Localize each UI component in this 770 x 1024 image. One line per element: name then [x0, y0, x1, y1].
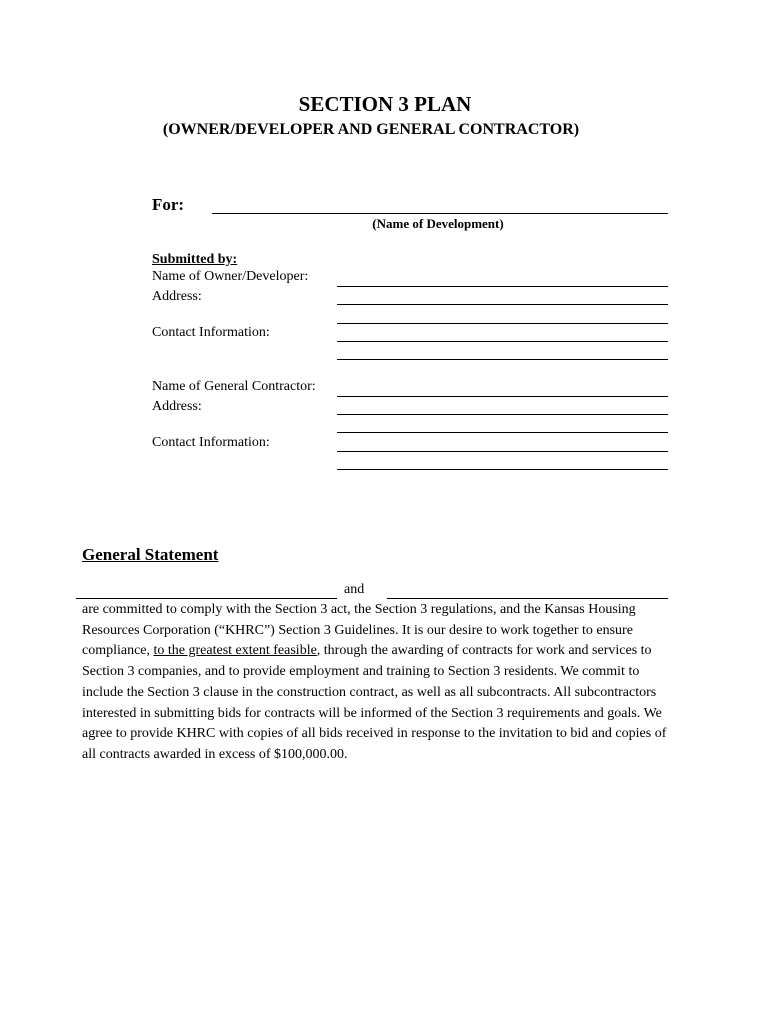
contractor-contact-field-2[interactable] [337, 469, 668, 470]
owner-address-field-1[interactable] [337, 304, 668, 305]
contractor-address-field-2[interactable] [337, 432, 668, 433]
owner-contact-label: Contact Information: [152, 325, 270, 340]
owner-name-label: Name of Owner/Developer: [152, 269, 309, 284]
statement-underlined-phrase: to the greatest extent feasible [153, 643, 317, 659]
owner-contact-field-2[interactable] [337, 359, 668, 360]
owner-contact-field-1[interactable] [337, 341, 668, 342]
contractor-address-label: Address: [152, 399, 202, 414]
contractor-name-label: Name of General Contractor: [152, 379, 316, 394]
general-statement-paragraph [82, 600, 672, 766]
owner-name-field[interactable] [337, 286, 668, 287]
for-label: For: [152, 195, 185, 214]
owner-address-label: Address: [152, 289, 202, 304]
development-name-field[interactable] [212, 213, 668, 214]
page-subtitle: (OWNER/DEVELOPER AND GENERAL CONTRACTOR) [162, 121, 580, 138]
contractor-name-blank[interactable] [387, 598, 668, 599]
statement-text-part1: are committed to comply with the Section 3 act, the Section 3 regulations, and the Kansas Housing Resources Corporation (“KHRC”) Section 3 Guidelines. It is our desire to work together to ensure compliance, [82, 602, 636, 659]
general-statement-heading: General Statement [82, 545, 219, 564]
contractor-name-field[interactable] [337, 396, 668, 397]
page-title: SECTION 3 PLAN [298, 92, 472, 116]
contractor-contact-label: Contact Information: [152, 435, 270, 450]
statement-text-part2: , through the awarding of contracts for work and services to Section 3 companies, and to provide employment and training to Section 3 residents. We commit to include the Section 3 clause in the construction contract, as well as all subcontracts. All subcontractors interested in submitting bids for contracts will be informed of the Section 3 requirements and goals. We agree to provide KHRC with copies of all bids received in response to the invitation to bid and copies of all contracts awarded in excess of $100,000.00. [82, 643, 667, 762]
development-name-caption: (Name of Development) [372, 216, 504, 231]
owner-developer-name-blank[interactable] [76, 598, 337, 599]
owner-address-field-2[interactable] [337, 323, 668, 324]
contractor-address-field-1[interactable] [337, 414, 668, 415]
and-word: and [344, 582, 365, 597]
submitted-by-heading: Submitted by: [152, 252, 238, 267]
contractor-contact-field-1[interactable] [337, 451, 668, 452]
